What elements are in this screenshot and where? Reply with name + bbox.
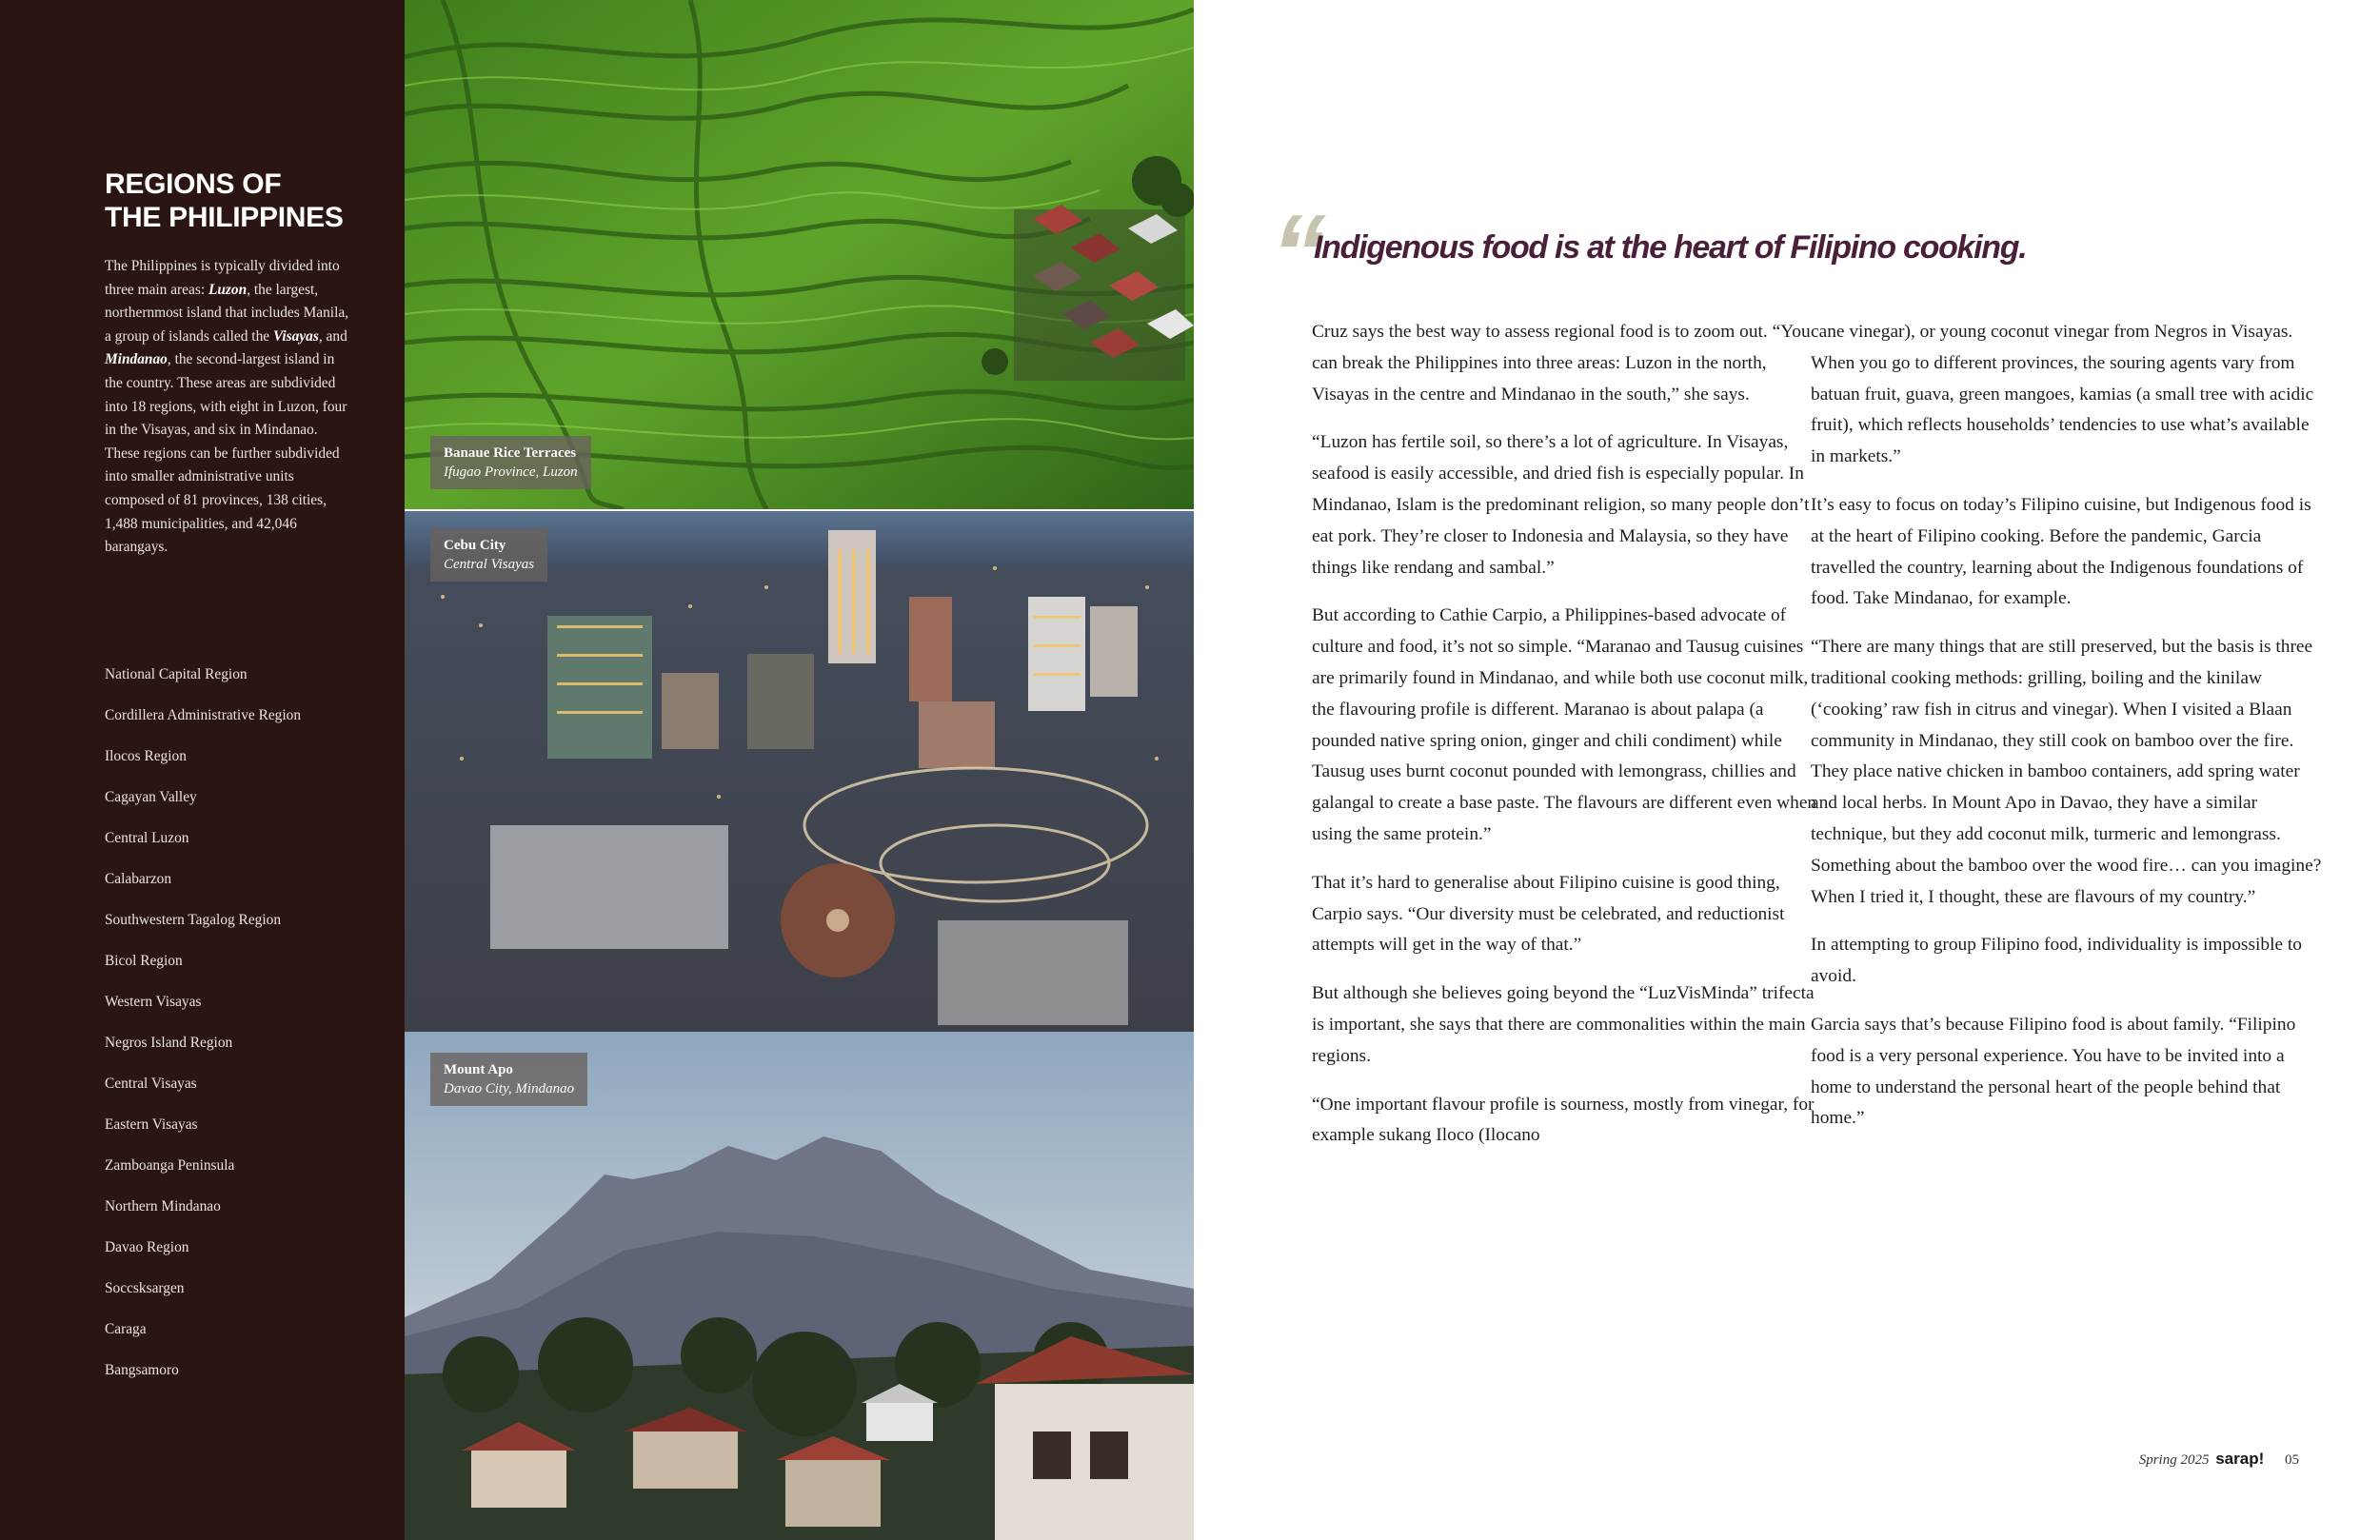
caption-name: Banaue Rice Terraces <box>444 445 577 461</box>
article-paragraph: Cruz says the best way to assess regional food is to zoom out. “You can break the Philippines into three areas: Luzon in the north, Visayas in the centre and Mindanao in the south,” she says. <box>1312 322 1811 405</box>
caption-location: Ifugao Province, Luzon <box>444 464 578 480</box>
photo-caption-2 <box>430 528 547 582</box>
region-item: Eastern Visayas <box>105 1116 198 1133</box>
intro-text-1: The Philippines is typically divided into three main areas: <box>105 258 340 298</box>
footer-season: Spring 2025 <box>2138 1452 2210 1468</box>
region-item: Cordillera Administrative Region <box>105 707 302 723</box>
region-item: Bicol Region <box>105 953 183 969</box>
photo-mount-apo <box>405 1032 1194 1540</box>
intro-mindanao: Mindanao <box>105 351 168 368</box>
article-paragraph: cane vinegar), or young coconut vinegar from Negros in Visayas. When you go to different provinces, the souring agents vary from batuan fruit, guava, green mangoes, kamias (a small tree with acidic fruit), which reflects households’ tendencies to use what’s available in markets.” <box>1811 322 2314 467</box>
article-paragraph: That it’s hard to generalise about Filipino cuisine is good thing, Carpio says. “Our diversity must be celebrated, and reductionist attempts will get in the way of that.” <box>1312 872 1785 956</box>
sidebar-title-line1: REGIONS OF <box>105 168 282 200</box>
article-paragraph: But although she believes going beyond the “LuzVisMinda” trifecta is important, she says that there are commonalities within the main regions. <box>1312 983 1815 1066</box>
region-item: Southwestern Tagalog Region <box>105 912 282 928</box>
region-item: Davao Region <box>105 1239 189 1255</box>
village-houses <box>1014 205 1194 381</box>
intro-text-4: , the second-largest island in the country. These areas are subdivided into 18 regions, with eight in Luzon, four in the Visayas, and six in Mindanao. These regions can be further subdivided into smaller administrative units composed of 81 provinces, 138 cities, 1,488 municipalities, and 42,046 barangays. <box>105 351 347 556</box>
article-paragraph: In attempting to group Filipino food, individuality is impossible to avoid. <box>1811 935 2302 987</box>
region-item: Central Luzon <box>105 830 189 846</box>
region-item: Northern Mindanao <box>105 1198 221 1214</box>
page-footer <box>2099 1450 2299 1469</box>
region-item: National Capital Region <box>105 666 248 682</box>
photo-caption-3 <box>430 1053 587 1106</box>
article-column-1 <box>1312 317 1826 1169</box>
intro-text-3: , and <box>318 327 347 345</box>
caption-name: Mount Apo <box>444 1062 513 1077</box>
article-paragraph: But according to Cathie Carpio, a Philippines-based advocate of culture and food, it’s not so simple. “Maranao and Tausug cuisines are primarily found in Mindanao, and while both use coconut milk, the flavouring profile is different. Maranao is about palapa (a pounded native spring onion, ginger and chili condiment) while Tausug uses burnt coconut pounded with lemongrass, chillies and galangal to create a base paste. The flavours are different even when using the same protein.” <box>1312 605 1817 844</box>
region-item: Negros Island Region <box>105 1035 233 1051</box>
region-item: Calabarzon <box>105 871 172 887</box>
sidebar-title-line2: THE PHILIPPINES <box>105 202 344 233</box>
article-paragraph: “Luzon has fertile soil, so there’s a lot of agriculture. In Visayas, seafood is easily accessible, and dried fish is especially popular. In Mindanao, Islam is the predominant religion, so many people don’t eat pork. They’re closer to Indonesia and Malaysia, so they have things like rendang and sambal.” <box>1312 432 1810 578</box>
mount-apo-image <box>405 1032 1194 1540</box>
sidebar-intro <box>105 255 352 560</box>
caption-location: Central Visayas <box>444 557 535 572</box>
intro-visayas: Visayas <box>272 327 319 345</box>
caption-name: Cebu City <box>444 538 506 553</box>
photo-caption-1 <box>430 436 591 489</box>
region-item: Ilocos Region <box>105 748 187 764</box>
region-item: Bangsamoro <box>105 1362 179 1378</box>
intro-text-2: , the largest, northernmost island that includes Manila, a group of islands called the <box>105 281 349 345</box>
region-item: Zamboanga Peninsula <box>105 1157 235 1174</box>
region-item: Cagayan Valley <box>105 789 197 805</box>
intro-luzon: Luzon <box>208 281 248 298</box>
footer-brand-logo: sarap! <box>2215 1450 2265 1468</box>
region-item: Soccsksargen <box>105 1280 185 1296</box>
region-item: Caraga <box>105 1321 147 1337</box>
region-list <box>105 665 390 1402</box>
regions-sidebar <box>0 0 405 1540</box>
quote-mark-icon: “ <box>1271 191 1313 315</box>
sidebar-title <box>105 168 390 234</box>
page-number: 05 <box>2285 1452 2299 1468</box>
pull-quote: Indigenous food is at the heart of Filipino cooking. <box>1314 229 2027 266</box>
article-paragraph: Garcia says that’s because Filipino food is about family. “Filipino food is a very personal experience. You have to be invited into a home to understand the personal heart of the people behind that home.” <box>1811 1014 2296 1129</box>
article-paragraph: “One important flavour profile is sourness, mostly from vinegar, for example sukang Iloco (Ilocano <box>1312 1094 1815 1146</box>
caption-location: Davao City, Mindanao <box>444 1081 575 1096</box>
article-paragraph: “There are many things that are still preserved, but the basis is three traditional cooking methods: grilling, boiling and the kinilaw (‘cooking’ raw fish in citrus and vinegar). When I visited a Blaan community in Mindanao, they still cook on bamboo over the fire. They place native chicken in bamboo containers, add spring water and local herbs. In Mount Apo in Davao, they have a similar technique, but they add coconut milk, turmeric and lemongrass. Something about the bamboo over the wood fire… can you imagine? When I tried it, I thought, these are flavours of my country.” <box>1811 637 2322 907</box>
rice-terraces-image <box>405 0 1194 509</box>
cebu-city-image <box>405 511 1194 1032</box>
region-item: Western Visayas <box>105 994 202 1010</box>
article-paragraph: It’s easy to focus on today’s Filipino cuisine, but Indigenous food is at the heart of Filipino cooking. Before the pandemic, Garcia travelled the country, learning about the Indigenous foundations of food. Take Mindanao, for example. <box>1811 494 2311 609</box>
photo-cebu-city <box>405 511 1194 1032</box>
region-item: Central Visayas <box>105 1076 197 1092</box>
photo-rice-terraces <box>405 0 1194 509</box>
article-column-2 <box>1811 317 2325 1152</box>
